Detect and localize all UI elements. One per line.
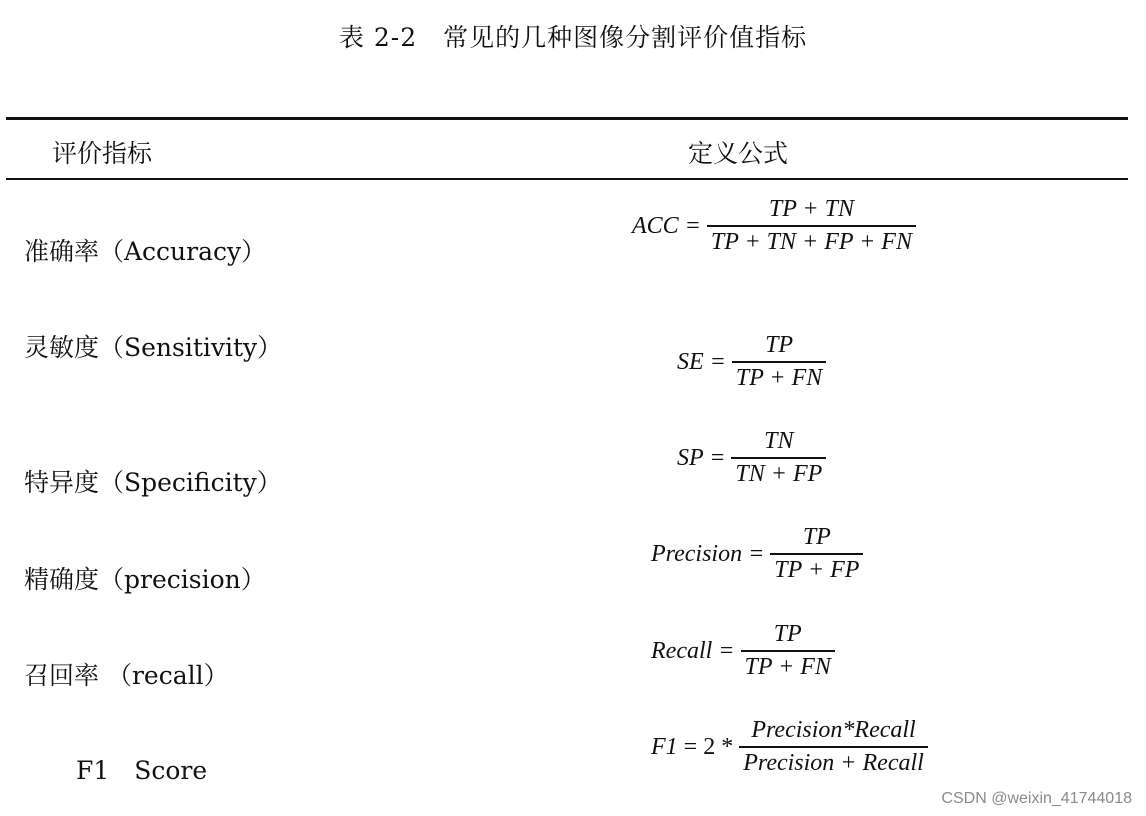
numerator: TN: [764, 428, 794, 454]
formula-precision: [651, 524, 863, 584]
formula-f1: [651, 717, 928, 777]
metric-name-accuracy: 准确率（Accuracy）: [24, 237, 267, 266]
formula-specificity: [677, 428, 826, 488]
denominator: Precision + Recall: [739, 746, 928, 777]
formula-lhs: ACC =: [632, 212, 701, 239]
numerator: TP: [802, 524, 831, 550]
formula-sensitivity: [677, 332, 826, 392]
numerator: Precision*Recall: [751, 717, 916, 743]
denominator: TP + FP: [770, 553, 863, 584]
fraction: [707, 196, 916, 256]
numerator: TP + TN: [768, 196, 854, 222]
metric-name-precision: 精确度（precision）: [24, 565, 266, 594]
fraction: [770, 524, 863, 584]
denominator: TP + FN: [732, 361, 826, 392]
numerator: TP: [765, 332, 794, 358]
metric-name-sensitivity: 灵敏度（Sensitivity）: [24, 333, 283, 362]
metric-name-specificity: 特异度（Specificity）: [24, 468, 282, 497]
denominator: TP + FN: [741, 650, 835, 681]
fraction: [739, 717, 928, 777]
formula-lhs: [651, 734, 733, 761]
formula-lhs: SE =: [677, 348, 726, 375]
formula-lhs: Recall =: [651, 637, 735, 664]
denominator: TP + TN + FP + FN: [707, 225, 916, 256]
formula-recall: [651, 621, 835, 681]
formula-accuracy: [632, 196, 916, 256]
metric-name-recall: 召回率 （recall）: [24, 661, 229, 690]
metric-name-f1: F1 Score: [76, 756, 208, 785]
numerator: TP: [773, 621, 802, 647]
fraction: [732, 332, 826, 392]
header-rule: [6, 178, 1128, 180]
table-caption: 表 2-2 常见的几种图像分割评价值指标: [338, 23, 808, 52]
denominator: TN + FP: [731, 457, 826, 488]
header-formula: 定义公式: [688, 139, 789, 168]
top-rule: [6, 117, 1128, 120]
formula-lhs: Precision =: [651, 540, 765, 567]
formula-lhs-name: F1: [651, 733, 678, 760]
fraction: [731, 428, 826, 488]
watermark: CSDN @weixin_41744018: [941, 790, 1132, 807]
header-metric: 评价指标: [52, 139, 153, 168]
formula-lhs-rest: = 2 *: [683, 733, 734, 760]
fraction: [741, 621, 835, 681]
formula-lhs: SP =: [677, 444, 726, 471]
